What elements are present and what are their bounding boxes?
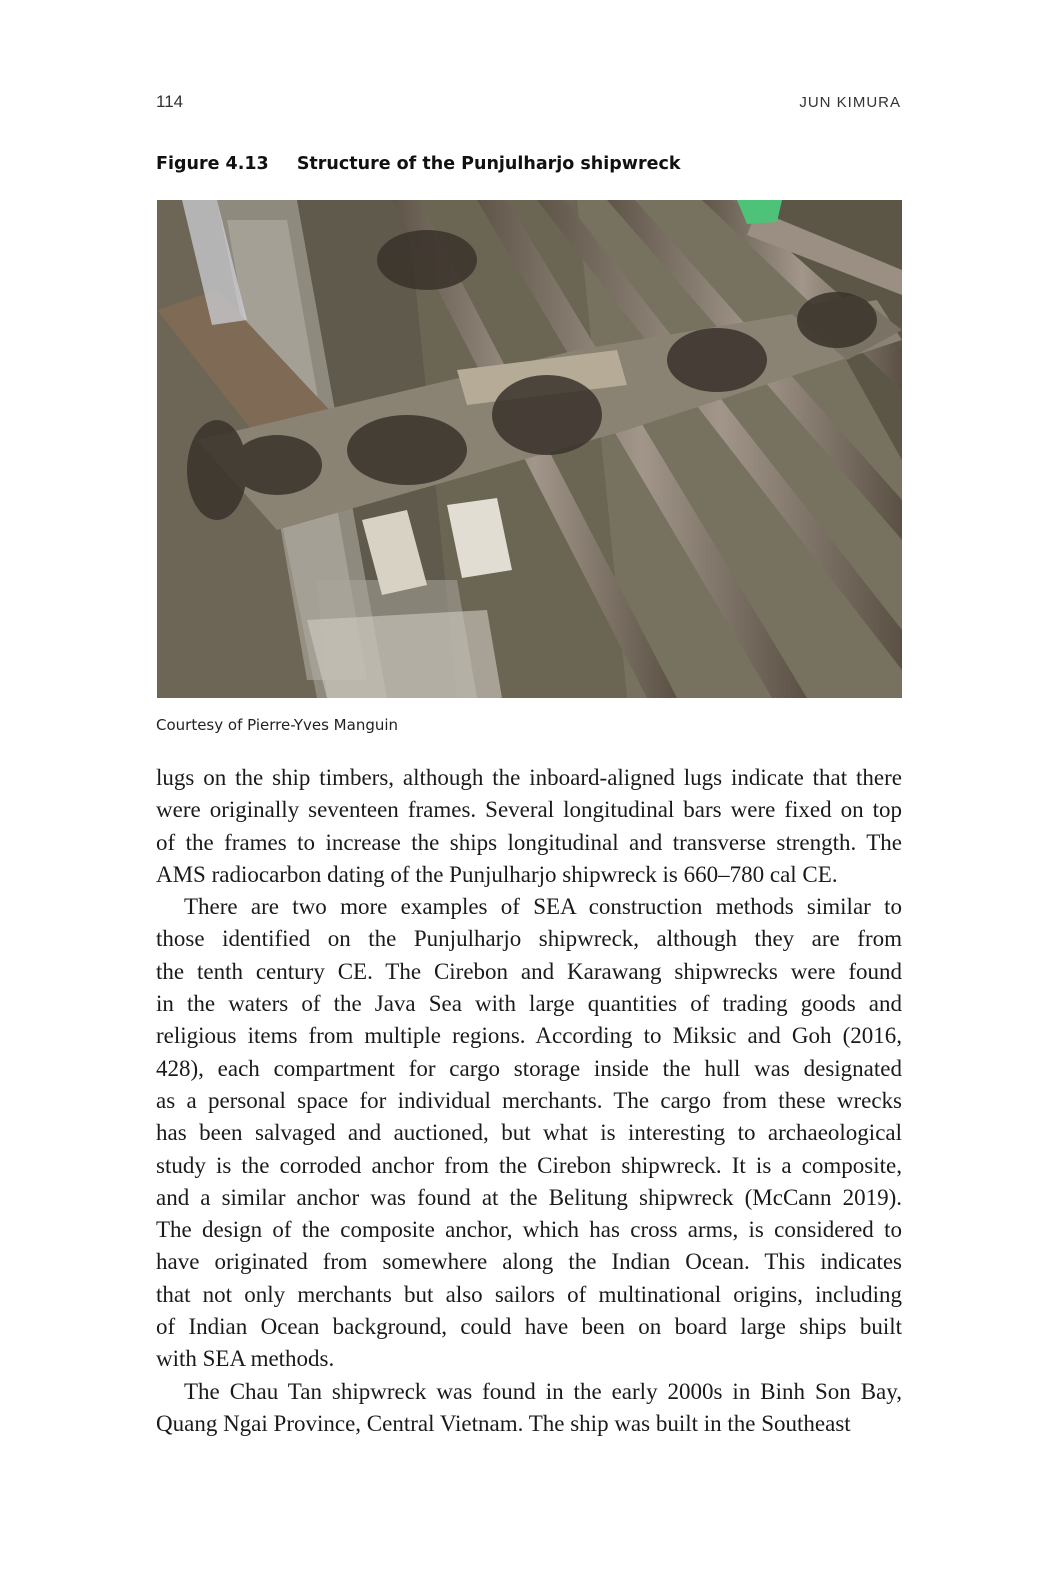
text-line: of Indian Ocean background, could have been on board large ships built [156,1314,902,1340]
text-line: of the frames to increase the ships longitudinal and transverse strength. The [156,829,902,855]
figure-image [157,200,902,698]
text-line: as a personal space for individual merchants. The cargo from these wrecks [156,1087,902,1113]
text-line: those identified on the Punjulharjo shipwreck, although they are from [156,926,902,952]
text-line: The design of the composite anchor, which has cross arms, is considered to [156,1217,902,1243]
text-line: the tenth century CE. The Cirebon and Karawang shipwrecks were found [156,958,902,984]
shipwreck-photo [157,200,902,698]
text-line: AMS radiocarbon dating of the Punjulharjo shipwreck is 660–780 cal CE. [156,861,838,887]
text-line: There are two more examples of SEA construction methods similar to [184,894,902,920]
figure-credit: Courtesy of Pierre-Yves Manguin [156,716,399,734]
figure-caption [156,154,680,174]
text-line: religious items from multiple regions. According to Miksic and Goh (2016, [156,1023,902,1049]
text-line: that not only merchants but also sailors of multinational origins, including [156,1281,902,1307]
text-line: and a similar anchor was found at the Belitung shipwreck (McCann 2019). [156,1184,902,1210]
text-line: Quang Ngai Province, Central Vietnam. The ship was built in the Southeast [156,1410,851,1436]
page-number: 114 [156,92,184,111]
text-line: were originally seventeen frames. Several longitudinal bars were fixed on top [156,797,902,823]
text-line: with SEA methods. [156,1346,335,1372]
text-line: lugs on the ship timbers, although the inboard-aligned lugs indicate that there [156,765,902,790]
text-line: 428), each compartment for cargo storage inside the hull was designated [156,1055,902,1081]
text-line: has been salvaged and auctioned, but what is interesting to archaeological [156,1120,902,1146]
text-line: study is the corroded anchor from the Cirebon shipwreck. It is a composite, [156,1152,902,1178]
text-line: in the waters of the Java Sea with large quantities of trading goods and [156,991,902,1017]
running-head: JUN KIMURA [799,94,901,111]
figure-label: Figure 4.13 [156,154,269,174]
text-line: have originated from somewhere along the Indian Ocean. This indicates [156,1249,902,1275]
figure-title: Structure of the Punjulharjo shipwreck [296,154,681,174]
body-text [156,762,902,1440]
text-line: The Chau Tan shipwreck was found in the early 2000s in Binh Son Bay, [184,1378,902,1404]
